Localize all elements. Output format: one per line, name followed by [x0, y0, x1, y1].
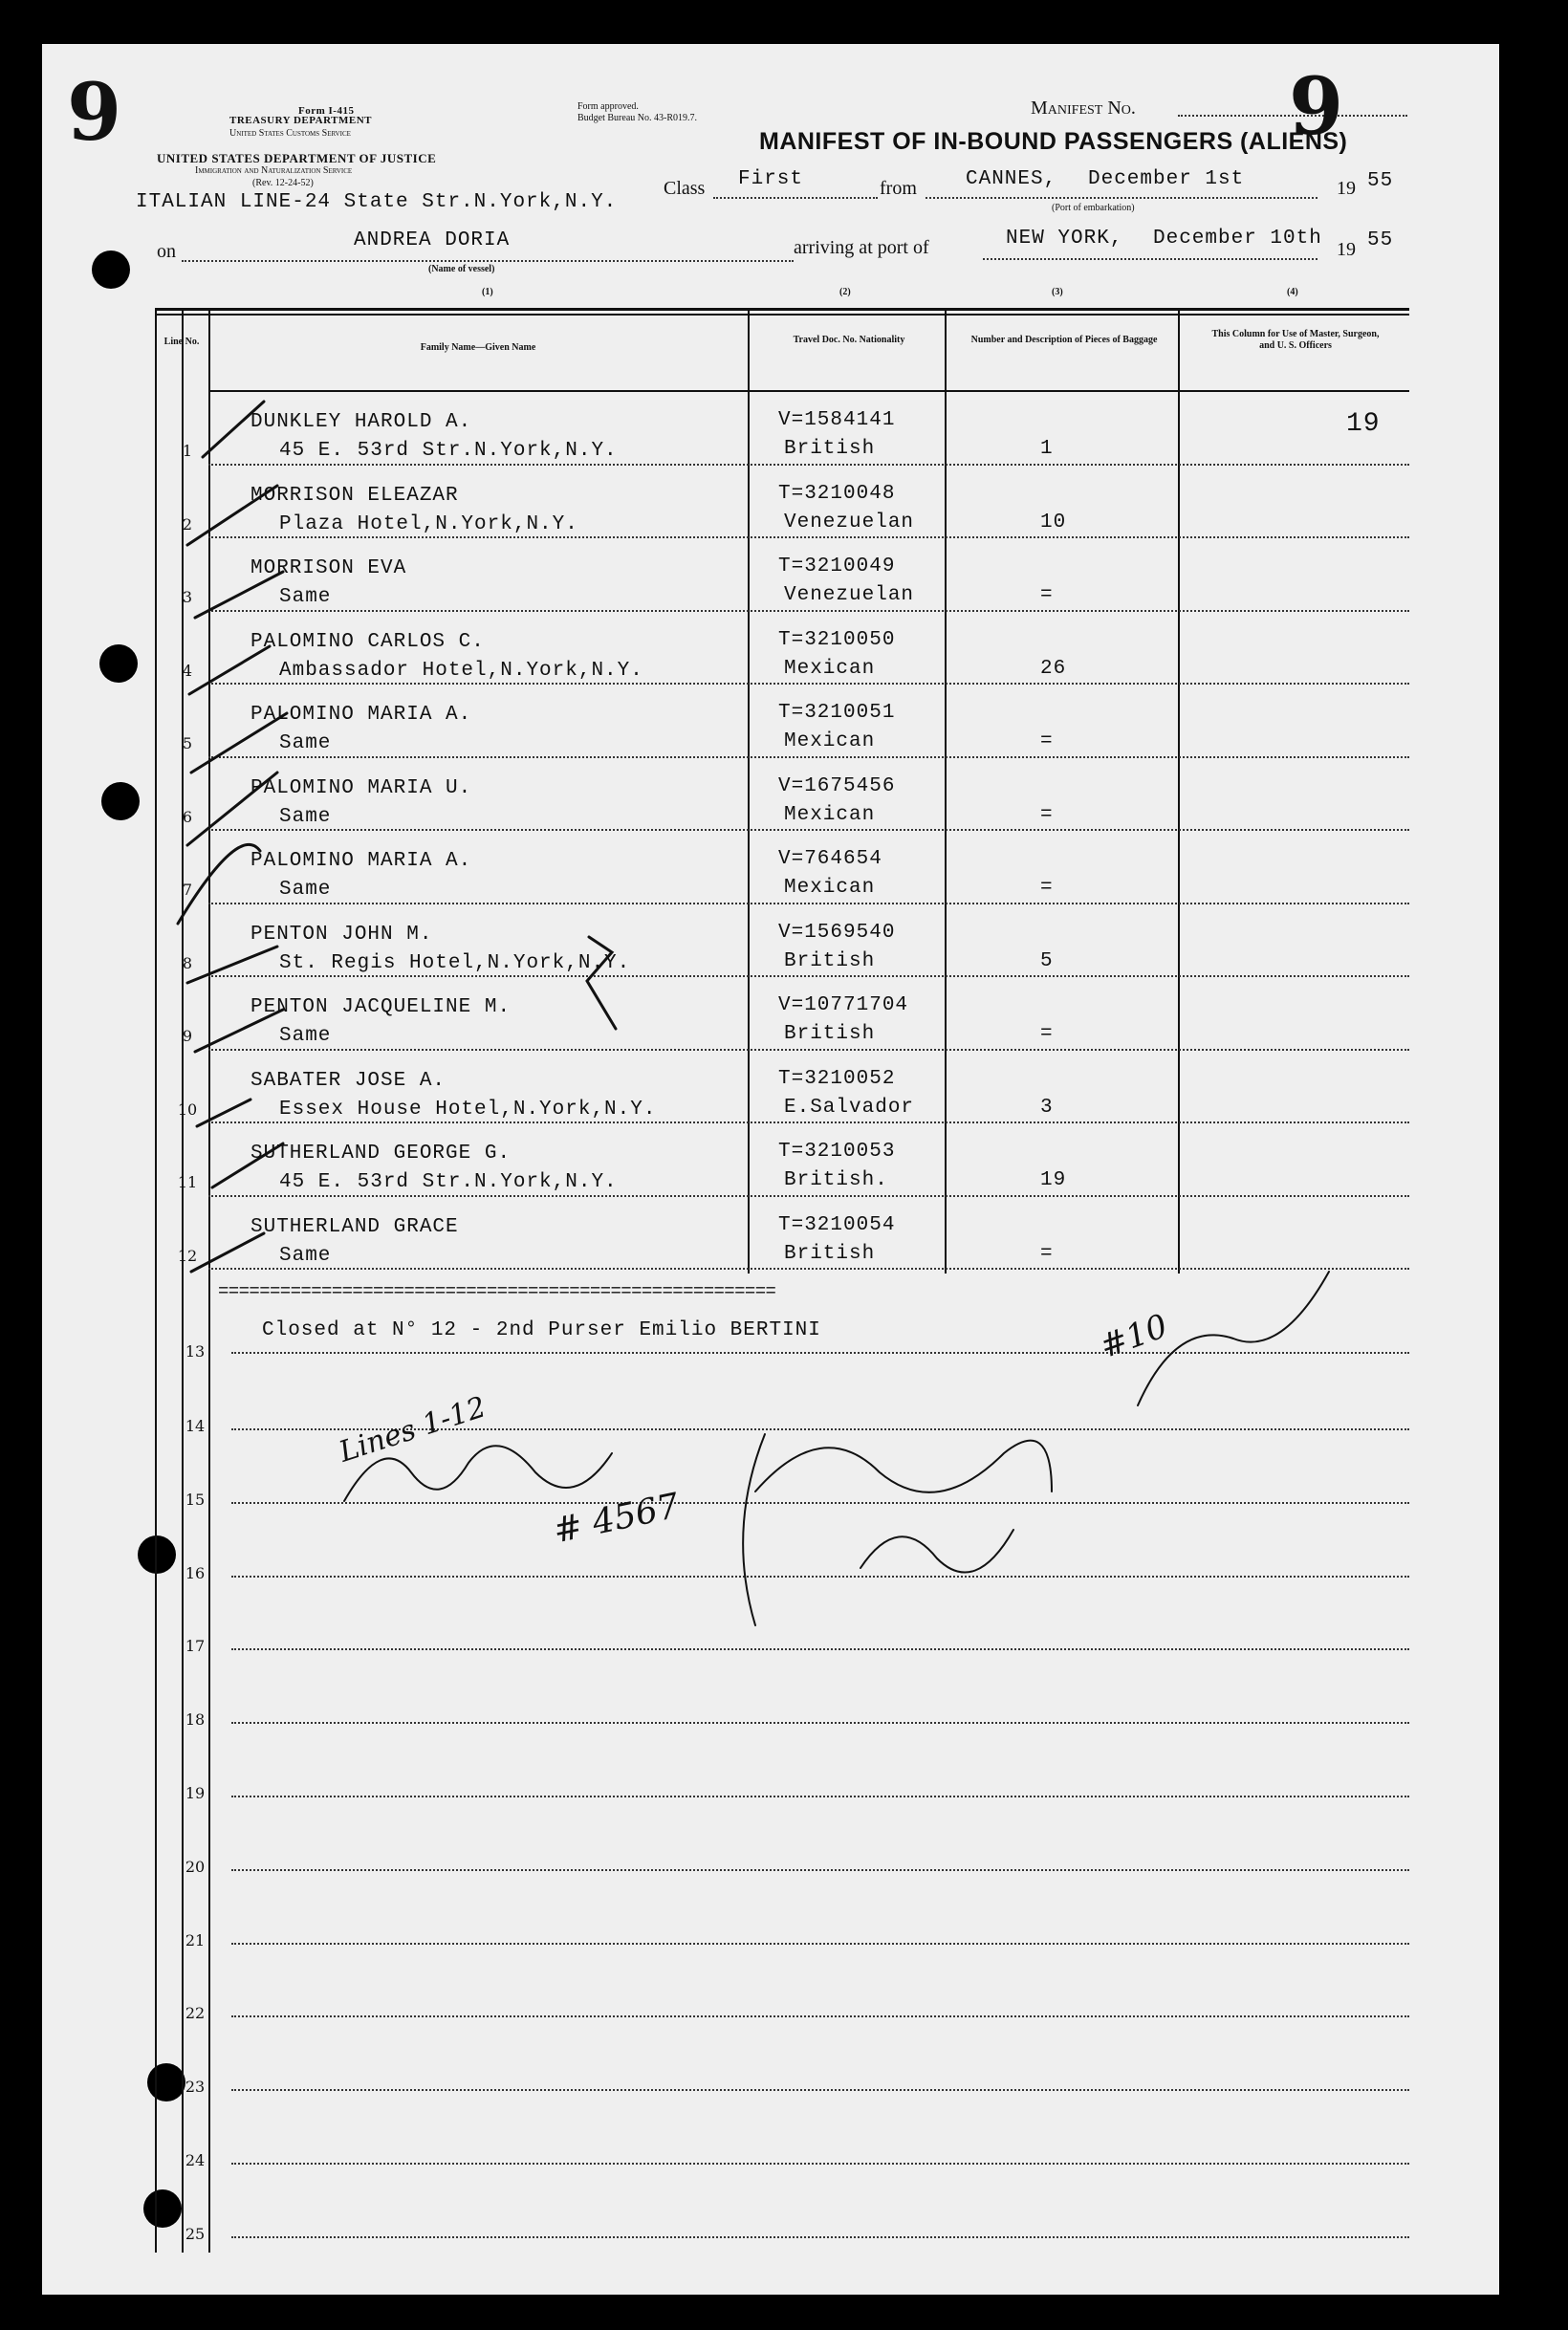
form-number: Form I-415	[298, 105, 355, 117]
manifest-title: MANIFEST OF IN-BOUND PASSENGERS (ALIENS)	[759, 128, 1348, 155]
passenger-address: Same	[279, 805, 332, 828]
passenger-address: Essex House Hotel,N.York,N.Y.	[279, 1098, 657, 1121]
signature-scribble	[860, 1530, 1013, 1573]
handwritten-number: # 4567	[550, 1486, 684, 1552]
passenger-address: Ambassador Hotel,N.York,N.Y.	[279, 659, 643, 682]
header-baggage: Number and Description of Pieces of Baggage	[970, 335, 1158, 345]
customs-service: United States Customs Service	[229, 128, 351, 139]
travel-doc-number: V=10771704	[778, 994, 909, 1016]
passenger-address: Same	[279, 1244, 332, 1267]
nationality: Mexican	[784, 657, 876, 680]
nationality: British	[784, 438, 876, 460]
travel-doc-number: T=3210048	[778, 482, 896, 505]
from-label: from	[880, 178, 917, 199]
check-mark	[195, 1010, 283, 1052]
baggage-count: 26	[1040, 657, 1067, 680]
line-number: 5	[182, 734, 193, 752]
baggage-count: =	[1040, 584, 1054, 606]
line-number: 11	[177, 1173, 198, 1191]
header-travel-doc: Travel Doc. No. Nationality	[793, 335, 905, 345]
passenger-name: SUTHERLAND GRACE	[250, 1215, 459, 1238]
line-number: 24	[185, 2151, 206, 2169]
embark-year-prefix: 19	[1337, 178, 1356, 199]
manifest-label: Manifest No.	[1031, 98, 1136, 119]
line-number: 25	[185, 2224, 206, 2243]
passenger-address: St. Regis Hotel,N.York,N.Y.	[279, 951, 631, 974]
line-number: 9	[182, 1027, 193, 1045]
check-mark	[187, 486, 277, 545]
officer-note: 19	[1346, 409, 1381, 439]
travel-doc-number: T=3210051	[778, 702, 896, 724]
nationality: British	[784, 1242, 876, 1265]
line-number: 23	[185, 2078, 206, 2097]
class-label: Class	[664, 178, 706, 199]
line-number: 15	[185, 1490, 206, 1509]
travel-doc-number: V=1675456	[778, 774, 896, 797]
line-number: 12	[177, 1246, 198, 1265]
passenger-name: PALOMINO MARIA U.	[250, 776, 472, 799]
arriving-label: arriving at port of	[794, 237, 929, 258]
form-approved: Form approved.	[577, 101, 639, 112]
check-mark	[187, 773, 277, 845]
handwritten-lines-note: Lines 1-12	[335, 1390, 490, 1470]
passenger-address: 45 E. 53rd Str.N.York,N.Y.	[279, 440, 618, 462]
line-number: 1	[182, 442, 193, 460]
manifest-number: 9	[1289, 61, 1344, 153]
passenger-name: PENTON JOHN M.	[250, 923, 433, 946]
nationality: British	[784, 949, 876, 972]
corner-stamp-number: 9	[67, 67, 122, 159]
nationality: Venezuelan	[784, 584, 915, 606]
arrival-year: 55	[1367, 229, 1394, 251]
passenger-name: MORRISON EVA	[250, 557, 407, 579]
on-label: on	[157, 241, 176, 262]
embark-date: December 1st	[1088, 168, 1245, 190]
check-mark	[187, 947, 277, 983]
travel-doc-number: T=3210052	[778, 1067, 896, 1090]
arrival-year-prefix: 19	[1337, 239, 1356, 260]
line-number: 19	[185, 1784, 206, 1802]
check-mark	[195, 572, 283, 618]
line-number: 17	[185, 1637, 206, 1656]
line-number: 16	[185, 1563, 206, 1582]
nationality: E.Salvador	[784, 1096, 915, 1119]
passenger-address: 45 E. 53rd Str.N.York,N.Y.	[279, 1171, 618, 1193]
closing-note: Closed at N° 12 - 2nd Purser Emilio BERTINI	[262, 1319, 821, 1341]
baggage-count: 10	[1040, 511, 1067, 534]
vessel-caption: (Name of vessel)	[428, 264, 495, 274]
justice-dept: UNITED STATES DEPARTMENT OF JUSTICE	[157, 151, 437, 165]
line-number: 21	[185, 1930, 206, 1949]
shipping-line: ITALIAN LINE-24 State Str.N.York,N.Y.	[136, 191, 618, 213]
check-mark	[189, 646, 270, 694]
line-number: 6	[182, 807, 193, 826]
line-number: 3	[182, 588, 193, 606]
line-number: 20	[185, 1857, 206, 1876]
line-number: 8	[182, 953, 193, 972]
ins-service: Immigration and Naturalization Service	[195, 165, 353, 176]
budget-bureau: Budget Bureau No. 43-R019.7.	[577, 113, 697, 123]
passenger-address: Same	[279, 732, 332, 754]
form-revision: (Rev. 12-24-52)	[252, 178, 314, 188]
travel-doc-number: V=764654	[778, 848, 882, 870]
passenger-name: PALOMINO MARIA A.	[250, 850, 472, 872]
nationality: British	[784, 1023, 876, 1045]
embark-year: 55	[1367, 170, 1394, 192]
nationality: British.	[784, 1169, 888, 1191]
line-number: 2	[182, 514, 193, 534]
baggage-count: 19	[1040, 1169, 1067, 1191]
line-number: 18	[185, 1710, 206, 1730]
passenger-address: Same	[279, 879, 332, 901]
travel-doc-number: T=3210049	[778, 555, 896, 577]
passenger-name: SUTHERLAND GEORGE G.	[250, 1143, 512, 1165]
check-mark	[212, 1143, 283, 1187]
treasury-dept: TREASURY DEPARTMENT	[229, 115, 372, 126]
passenger-name: DUNKLEY HAROLD A.	[250, 411, 472, 433]
line-number: 10	[177, 1100, 198, 1119]
line-number: 13	[185, 1342, 206, 1361]
closing-separator: ======================================================	[218, 1281, 776, 1302]
travel-doc-number: V=1569540	[778, 921, 896, 944]
arrival-port: NEW YORK,	[1006, 228, 1123, 250]
embark-port: CANNES,	[966, 168, 1057, 190]
column-number: (4)	[1287, 287, 1298, 297]
column-number: (3)	[1052, 287, 1063, 297]
class-value: First	[738, 168, 804, 190]
nationality: Mexican	[784, 803, 876, 826]
baggage-count: 5	[1040, 949, 1054, 972]
passenger-name: SABATER JOSE A.	[250, 1069, 446, 1092]
signature-scribble	[743, 1434, 1052, 1625]
line-number: 7	[182, 881, 193, 899]
baggage-count: =	[1040, 1242, 1054, 1265]
line-number: 14	[185, 1417, 206, 1435]
travel-doc-number: T=3210053	[778, 1141, 896, 1163]
baggage-count: 3	[1040, 1096, 1054, 1119]
passenger-address: Same	[279, 586, 332, 608]
baggage-count: =	[1040, 1023, 1054, 1045]
nationality: Mexican	[784, 730, 876, 752]
header-line-no: Line No.	[163, 337, 200, 347]
check-mark	[191, 1233, 264, 1272]
baggage-count: 1	[1040, 438, 1054, 460]
nationality: Mexican	[784, 877, 876, 899]
passenger-name: MORRISON ELEAZAR	[250, 484, 459, 507]
travel-doc-number: T=3210050	[778, 628, 896, 651]
column-number: (2)	[839, 287, 851, 297]
check-mark	[203, 402, 264, 457]
travel-doc-number: V=1584141	[778, 409, 896, 431]
baggage-count: =	[1040, 803, 1054, 826]
header-name: Family Name—Given Name	[420, 342, 536, 353]
check-mark	[191, 713, 287, 773]
arrival-date: December 10th	[1153, 228, 1322, 250]
passenger-name: PALOMINO CARLOS C.	[250, 630, 485, 653]
header-officers: This Column for Use of Master, Surgeon, and U. S. Officers	[1211, 329, 1380, 351]
passenger-name: PENTON JACQUELINE M.	[250, 996, 512, 1018]
line-number: 22	[185, 2004, 206, 2023]
check-mark	[178, 844, 260, 924]
travel-doc-number: T=3210054	[778, 1213, 896, 1236]
nationality: Venezuelan	[784, 511, 915, 534]
line-number: 4	[182, 661, 193, 680]
baggage-count: =	[1040, 730, 1054, 752]
column-number: (1)	[482, 287, 493, 297]
baggage-count: =	[1040, 877, 1054, 899]
passenger-address: Same	[279, 1025, 332, 1047]
check-mark	[197, 1100, 250, 1126]
passenger-address: Plaza Hotel,N.York,N.Y.	[279, 512, 578, 535]
passenger-name: PALOMINO MARIA A.	[250, 704, 472, 726]
vessel-name: ANDREA DORIA	[354, 229, 511, 251]
port-caption: (Port of embarkation)	[1052, 203, 1135, 213]
bracket-mark	[587, 937, 616, 1029]
handwritten-ten: #10	[1095, 1306, 1173, 1367]
